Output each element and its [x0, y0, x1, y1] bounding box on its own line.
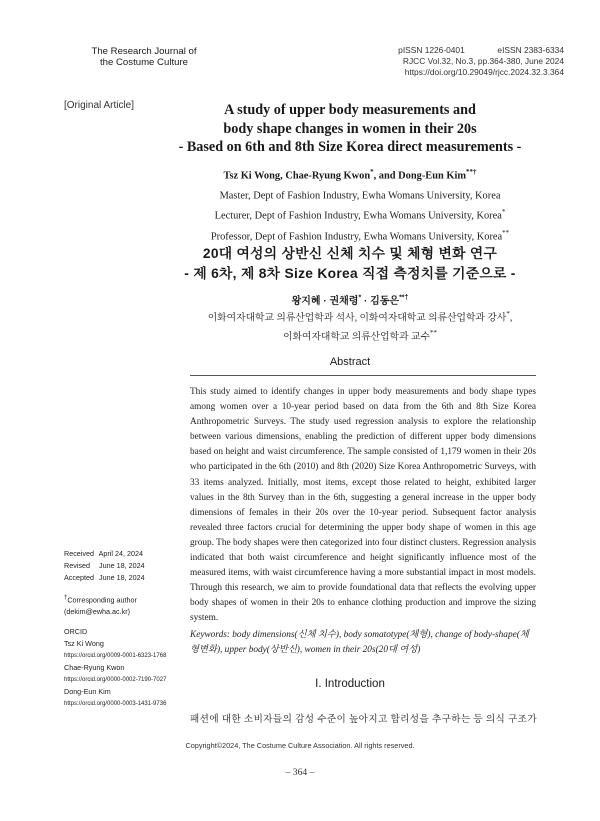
- eissn: eISSN 2383-6334: [497, 45, 564, 55]
- affiliations: [180, 184, 540, 245]
- page-number: – 364 –: [285, 767, 315, 778]
- title-line1: A study of upper body measurements and: [224, 102, 476, 118]
- affiliation: Lecturer, Dept of Fashion Industry, Ewha Womans University, Korea*: [214, 208, 506, 222]
- abstract-divider: [190, 375, 536, 376]
- volume-info: RJCC Vol.32, No.3, pp.364-380, June 2024: [402, 56, 564, 67]
- korean-title-line2: - 제 6차, 제 8차 Size Korea 직접 측정치를 기준으로 -: [184, 266, 516, 281]
- korean-author-list: 왕지혜 · 권채령* · 김동은**†: [291, 294, 409, 307]
- keywords-text: body dimensions(신체 치수), body somatotype(체형), change of body-shape(체형변화), upper body(상반신), women in their 20s(20대 여성): [190, 630, 529, 655]
- orcid-name: Chae-Ryung Kwon: [64, 663, 125, 673]
- title-line2: body shape changes in women in their 20s: [223, 120, 477, 137]
- pissn: pISSN 1226-0401: [398, 45, 465, 55]
- korean-affiliation: 이화여자대학교 의류산업학과 교수**: [283, 328, 437, 343]
- korean-affiliations: [180, 307, 540, 345]
- journal-name-line1: The Research Journal of: [91, 46, 197, 57]
- journal-name: [64, 46, 224, 68]
- korean-title-line1: 20대 여성의 상반신 신체 치수 및 체형 변화 연구: [202, 246, 498, 261]
- author-name: Dong-Eun Kim: [398, 170, 466, 182]
- orcid-label: ORCID: [64, 627, 88, 637]
- body-text: 패션에 대한 소비자들의 감성 수준이 높아지고 합리성을 추구하는 등 의식 구조가: [190, 714, 538, 725]
- affiliation: Master, Dept of Fashion Industry, Ewha Womans University, Korea: [219, 190, 501, 202]
- orcid-link[interactable]: https://orcid.org/0009-0001-6323-1768: [64, 653, 167, 660]
- corresponding-email[interactable]: (dekim@ewha.ac.kr): [64, 607, 131, 617]
- orcid-link[interactable]: https://orcid.org/0000-0003-1431-9736: [64, 701, 167, 708]
- accepted-date: Accepted June 18, 2024: [64, 573, 145, 582]
- journal-meta: [334, 45, 564, 79]
- keywords-label: Keywords:: [190, 630, 230, 640]
- orcid-name: Dong-Eun Kim: [64, 687, 111, 697]
- corresponding-author-label: †Corresponding author: [64, 595, 137, 605]
- author-list: Tsz Ki Wong, Chae-Ryung Kwon*, and Dong-Eun Kim**†: [223, 168, 477, 182]
- section-heading: I. Introduction: [315, 678, 385, 690]
- abstract-heading: Abstract: [329, 356, 371, 368]
- author-mark: *: [370, 168, 374, 176]
- korean-title: [150, 244, 550, 284]
- revised-date: Revised June 18, 2024: [64, 561, 145, 570]
- abstract-text: This study aimed to identify changes in upper body measurements and body shape types among women over a 10-year period based on data from the 6th and 8th Size Korea Anthropometric Surveys. The study used regression analysis to explore the relationship between various dimensions, enabling the prediction of different upper body dimensions based on height and waist circumference. The sample consisted of 1,179 women in their 20s who participated in the 6th (2010) and 8th (2020) Size Korea Anthropometric Surveys, with 33 items analyzed. Initially, most items, except those related to height, exhibited larger values in the 8th Survey than in the 6th, suggesting a general increase in the upper body dimensions of females in their 20s over the 10-year period. Subsequent factor analysis revealed three factors crucial for determining the upper body shape of women in this age group. The body shapes were then categorized into four distinct clusters. Regression analysis indicated that both waist circumference and height significantly influence most of the measured items, with waist circumference having a more substantial impact in most models. Through this research, we aim to provide foundational data that reflects the evolving upper body shapes of women in their 20s to enhance clothing production and improve the sizing system.: [190, 387, 536, 624]
- orcid-link[interactable]: https://orcid.org/0000-0002-7190-7027: [64, 677, 167, 684]
- author-mark: **†: [466, 168, 477, 176]
- orcid-name: Tsz Ki Wong: [64, 639, 104, 649]
- affiliation: Professor, Dept of Fashion Industry, Ewha Womans University, Korea**: [210, 228, 510, 243]
- doi-link[interactable]: https://doi.org/10.29049/rjcc.2024.32.3.364: [404, 67, 564, 78]
- journal-name-line2: the Costume Culture: [100, 57, 188, 68]
- paper-title: [150, 101, 550, 157]
- received-date: Received April 24, 2024: [64, 549, 143, 558]
- title-line3: - Based on 6th and 8th Size Korea direct measurements -: [178, 139, 522, 155]
- article-type: [Original Article]: [64, 100, 135, 111]
- korean-affiliation: 이화여자대학교 의류산업학과 석사, 이화여자대학교 의류산업학과 강사*,: [207, 310, 513, 324]
- author-name: Tsz Ki Wong: [223, 170, 281, 182]
- issn-row: [334, 45, 564, 56]
- keywords: [190, 628, 536, 658]
- copyright-notice: Copyright©2024, The Costume Culture Association. All rights reserved.: [185, 741, 415, 750]
- author-name: Chae-Ryung Kwon: [285, 170, 371, 182]
